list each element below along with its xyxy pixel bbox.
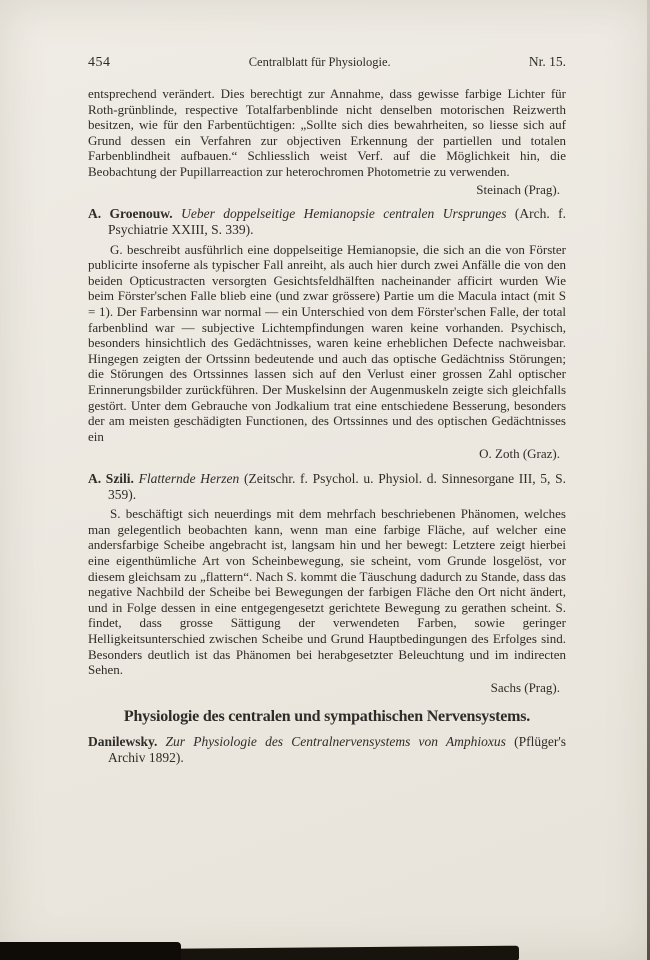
signature-zoth: O. Zoth (Graz).	[479, 446, 560, 462]
entry-source: (Zeitschr. f. Psychol. u. Physiol. d. Sinnesorgane III, 5, S. 359).	[108, 470, 566, 503]
article-entry-danilewsky	[88, 734, 566, 766]
entry-paragraph: G. beschreibt ausführlich eine doppelseitige Hemianopsie, die sich an die von Förster publicirte insoferne als typischer Fall anreiht, als auch hier durch zwei Anfälle die von den beiden Opticustracten versorgten Gesichtsfeldhälften nacheinander afficirt wurden Wie beim Förster'schen Falle blieb eine (und zwar grössere) Partie um die Macula intact (mit S = 1). Der Farbensinn war normal — ein Unterschied von dem Förster'schen Falle, der total farbenblind war — subjective Lichtempfindungen waren keine vorhanden. Psychisch, besonders hinsichtlich des Gedächtnisses, waren keine erheblichen Defecte nachweisbar. Hingegen zeigten der Ortssinn bedeutende und auch das optische Gedächtniss Störungen; die Störungen des Ortssinnes lassen sich auf den Verlust einer grossen Zahl optischer Erinnerungsbilder zurückführen. Der Muskelsinn der Augenmuskeln zeigte sich gleichfalls gestört. Unter dem Gebrauche von Jodkalium trat eine entschiedene Besserung, besonders der am meisten geschädigten Functionen, des Ortssinnes und des optischen Gedächtnisses ein	[88, 241, 566, 444]
entry-heading	[88, 471, 566, 503]
article-entry-szili	[88, 471, 566, 696]
section-heading: Physiologie des centralen und sympathischen Nervensystems.	[123, 708, 531, 726]
page-content	[88, 86, 566, 769]
journal-title: Centralblatt für Physiologie.	[248, 55, 391, 69]
entry-title: Flatternde Herzen	[138, 470, 240, 486]
page-header	[88, 54, 566, 71]
entry-author: A. Groenouw.	[88, 206, 173, 222]
article-entry-groenouw	[88, 206, 566, 462]
entry-paragraph: S. beschäftigt sich neuerdings mit dem mehrfach beschriebenen Phänomen, welches man gelegentlich beobachten kann, wenn man eine farbige Fläche, auf welcher eine andersfarbige Scheibe angebracht ist, langsam hin und her bewegt: Letztere zeigt hierbei eine eigenthümliche Art von Scheinbewegung, sie scheint, vom Grunde losgelöst, vor diesem gleichsam zu „flattern“. Nach S. kommt die Täuschung dadurch zu Stande, dass das negative Nachbild der Scheibe bei Bewegungen der farbigen Fläche den Ort nicht ändert, und in Folge dessen in eine entgegengesetzt gerichtete Bewegung zu gerathen scheint. S. findet, dass grosse Sättigung der verwendeten Farben, sowie geringer Helligkeitsunterschied zwischen Scheibe und Grund Hauptbedingungen des Erfolges sind. Besonders deutlich ist das Phänomen bei herabgesetzter Beleuchtung und im indirecten Sehen.	[88, 506, 566, 678]
entry-source: (Pflüger's Archiv 1892).	[108, 734, 567, 766]
scan-corner-blob	[0, 942, 181, 960]
page-number: 454	[88, 55, 111, 70]
issue-number: Nr. 15.	[528, 54, 566, 69]
entry-source: (Arch. f. Psychiatrie XXIII, S. 339).	[108, 206, 567, 238]
entry-title: Ueber doppelseitige Hemianopsie centralen Ursprunges	[181, 206, 507, 222]
entry-title: Zur Physiologie des Centralnervensystems von Amphioxus	[165, 734, 506, 749]
signature-sachs: Sachs (Prag).	[490, 679, 560, 695]
entry-author: A. Szili.	[88, 470, 134, 486]
continuation-paragraph: entsprechend verändert. Dies berechtigt zur Annahme, dass gewisse farbige Lichter für Roth-grünblinde, respective Totalfarbenblinde nicht denselben motorischen Reizwerth besitzen, wie für den Farbentüchtigen: „Sollte sich dies bewahrheiten, so liesse sich auf Grund dessen ein Verfahren zur objectiven Erkennung der partiellen und totalen Farbenblindheit aufbauen.“ Schliesslich weist Verf. auf die Möglichkeit hin, die Beobachtung der Pupillarreaction zur heterochromen Photometrie zu verwenden.	[88, 86, 566, 179]
signature-steinach: Steinach (Prag).	[476, 181, 560, 197]
entry-author: Danilewsky.	[88, 734, 158, 749]
entry-heading	[88, 206, 566, 238]
entry-heading	[88, 734, 566, 766]
